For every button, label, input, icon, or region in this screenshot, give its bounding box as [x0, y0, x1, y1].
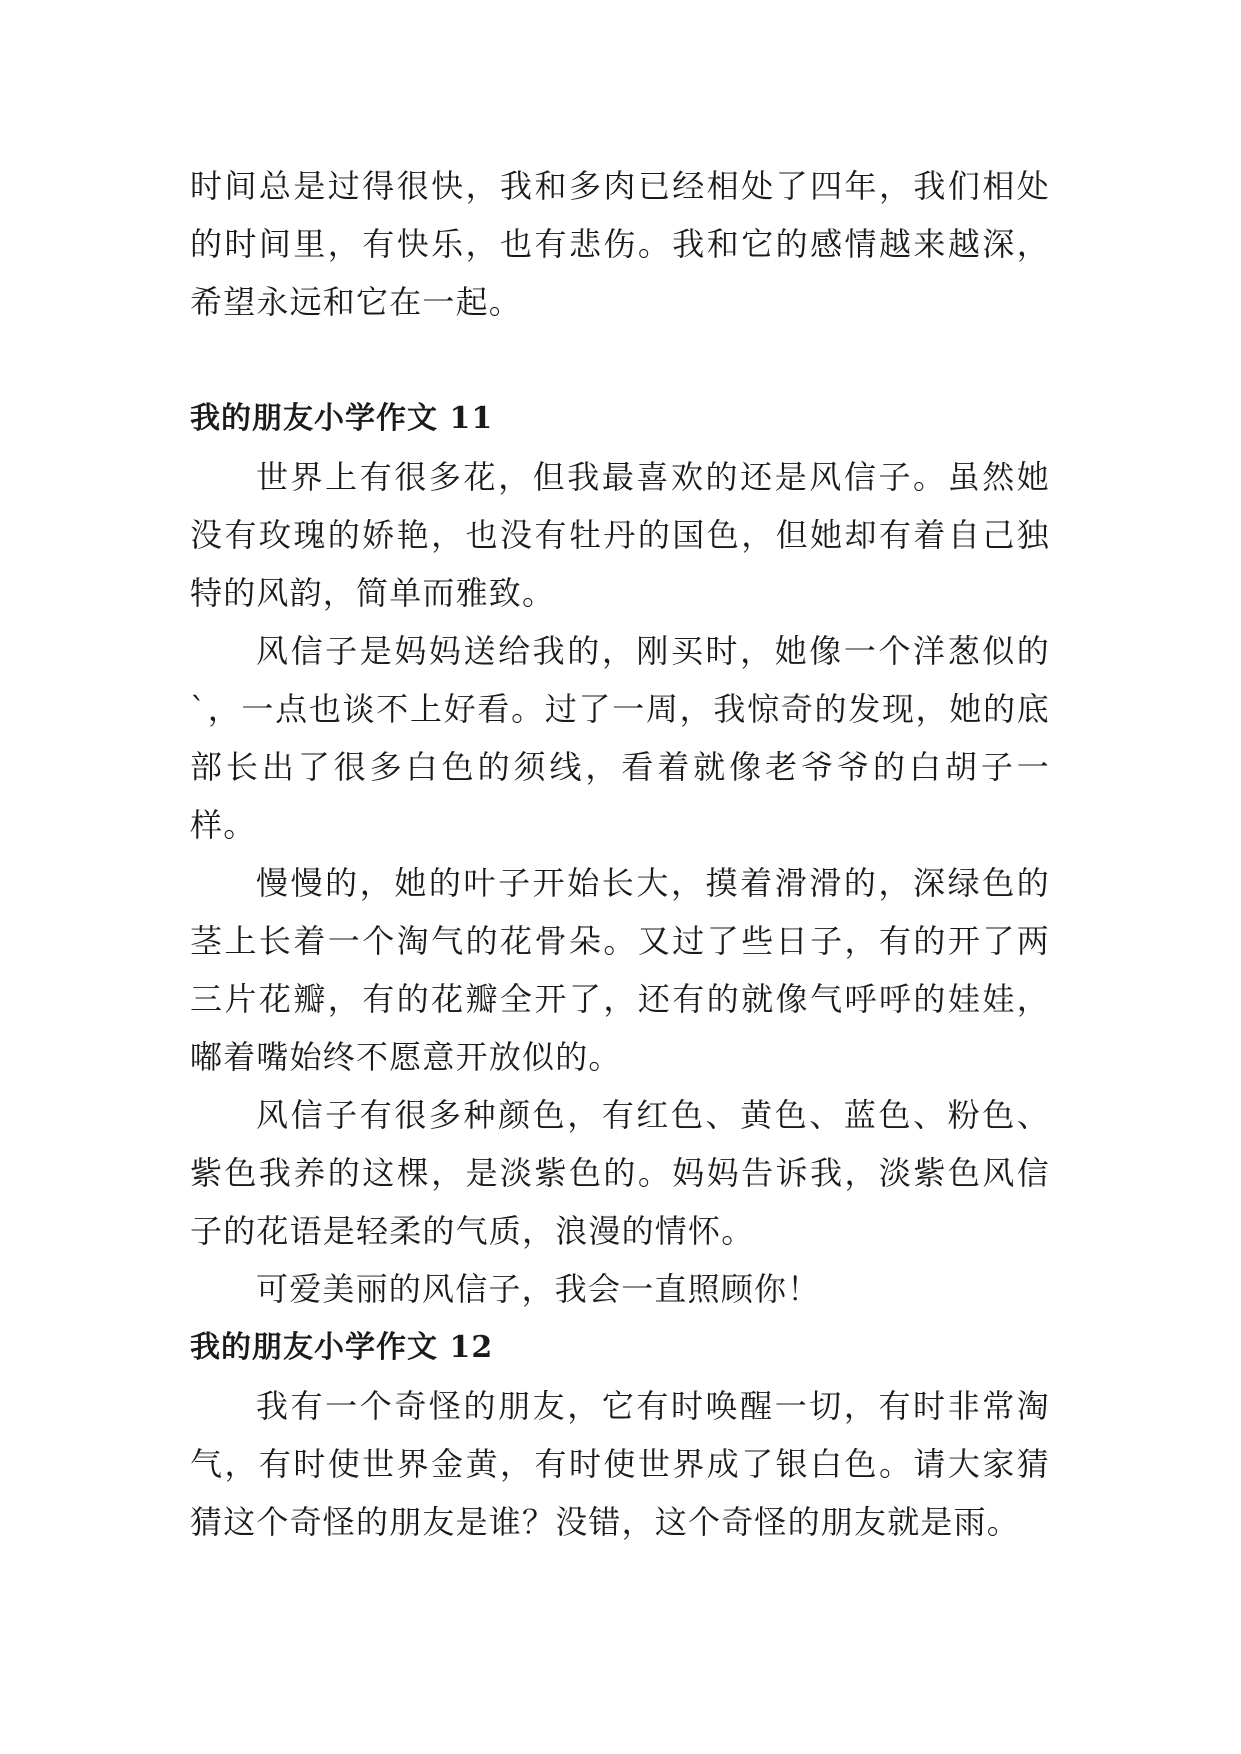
section-11-paragraph-1: 世界上有很多花，但我最喜欢的还是风信子。虽然她没有玫瑰的娇艳，也没有牡丹的国色，但她却有着自己独特的风韵，简单而雅致。 — [190, 458, 1050, 612]
section-11-paragraph-5: 可爱美丽的风信子，我会一直照顾你！ — [256, 1270, 821, 1308]
section-11-paragraph-3: 慢慢的，她的叶子开始长大，摸着滑滑的，深绿色的茎上长着一个淘气的花骨朵。又过了些日子，有的开了两三片花瓣，有的花瓣全开了，还有的就像气呼呼的娃娃，嘟着嘴始终不愿意开放似的。 — [190, 864, 1050, 1076]
essay-section-11 — [190, 390, 1050, 1318]
intro-paragraph: 时间总是过得很快，我和多肉已经相处了四年，我们相处的时间里，有快乐，也有悲伤。我和它的感情越来越深，希望永远和它在一起。 — [190, 167, 1050, 321]
section-heading-11: 我的朋友小学作文 11 — [190, 401, 494, 436]
intro-section — [190, 157, 1050, 331]
section-12-paragraph-1: 我有一个奇怪的朋友，它有时唤醒一切，有时非常淘气，有时使世界金黄，有时使世界成了银白色。请大家猜猜这个奇怪的朋友是谁？没错，这个奇怪的朋友就是雨。 — [190, 1387, 1050, 1541]
section-11-paragraph-2: 风信子是妈妈送给我的，刚买时，她像一个洋葱似的`，一点也谈不上好看。过了一周，我惊奇的发现，她的底部长出了很多白色的须线，看着就像老爷爷的白胡子一样。 — [190, 632, 1050, 844]
section-11-paragraph-4: 风信子有很多种颜色，有红色、黄色、蓝色、粉色、紫色我养的这棵，是淡紫色的。妈妈告诉我，淡紫色风信子的花语是轻柔的气质，浪漫的情怀。 — [190, 1096, 1050, 1250]
essay-section-12 — [190, 1319, 1050, 1551]
section-heading-12: 我的朋友小学作文 12 — [190, 1330, 494, 1365]
